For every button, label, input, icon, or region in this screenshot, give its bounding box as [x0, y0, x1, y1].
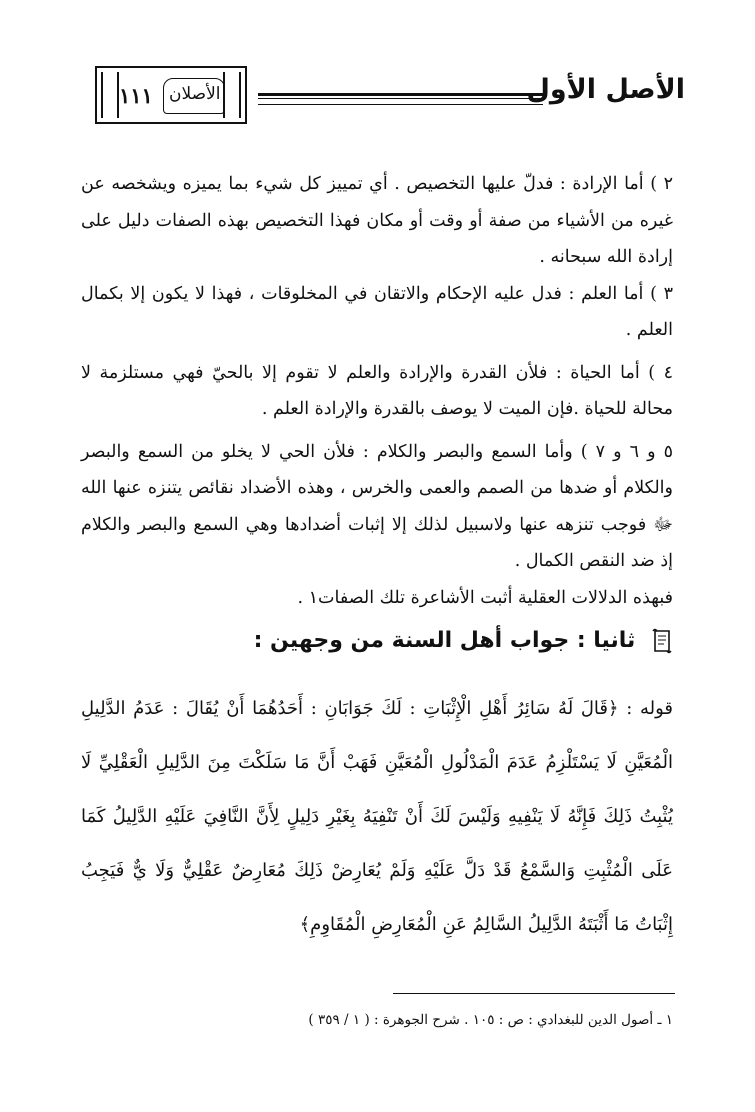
quoted-passage [81, 682, 673, 952]
page-number: ١١١ [119, 83, 153, 108]
paragraph-hearing-sight-speech: ٥ و ٦ و ٧ ) وأما السمع والبصر والكلام : فلأن الحي لا يخلو من السمع والبصر والكلام أو ضدها من الصمم والعمى والخرس ، وهذه الأضداد نقائص يتنزه عنها الله ﷻ فوجب تنزهه عنها ولاسبيل لذلك إلا إثبات أضدادها وهي السمع والبصر والكلام إذ ضد النقص الكمال . [81, 441, 674, 571]
scroll-icon [651, 628, 673, 654]
page-header [95, 66, 685, 126]
section-heading [81, 628, 673, 654]
footnote: ١ ـ أصول الدين للبغدادي : ص : ١٠٥ . شرح الجوهرة : ( ١ / ٣٥٩ ) [308, 1012, 673, 1028]
footnote-divider [393, 993, 675, 994]
paragraph-knowledge: ٣ ) أما العلم : فدل عليه الإحكام والاتقان في المخلوقات ، فهذا لا يكون إلا بكمال العلم . [81, 283, 673, 340]
section-title-text: ثانيا : جواب أهل السنة من وجهين : [253, 628, 636, 653]
chapter-title: الأصل الأول [526, 74, 685, 105]
paragraph-conclusion: فبهذه الدلالات العقلية أثبت الأشاعرة تلك الصفات١ . [297, 587, 673, 608]
header-rule [258, 93, 543, 105]
quote-paragraph: قوله : ﴿قَالَ لَهُ سَائِرُ أَهْلِ الْإِثْبَاتِ : لَكَ جَوَابَانِ : أَحَدُهُمَا أَنْ يُقَالَ : عَدَمُ الدَّلِيلِ الْمُعَيَّنِ لَا يَسْتَلْزِمُ عَدَمَ الْمَدْلُولِ الْمُعَيَّنِ فَهَبْ أَنَّ مَا سَلَكْتَ مِنَ الدَّلِيلِ الْعَقْلِيِّ لَا يُثْبِتُ ذَلِكَ فَإِنَّهُ لَا يَنْفِيهِ وَلَيْسَ لَكَ أَنْ تَنْفِيَهُ بِغَيْرِ دَلِيلٍ لِأَنَّ النَّافِيَ عَلَيْهِ الدَّلِيلُ كَمَا عَلَى الْمُثْبِتِ وَالسَّمْعُ قَدْ دَلَّ عَلَيْهِ وَلَمْ يُعَارِضْ ذَلِكَ مُعَارِضٌ عَقْلِيٌّ وَلَا يٌّ فَيَجِبُ إِثْبَاتُ مَا أَثْبَتَهُ الدَّلِيلُ السَّالِمُ عَنِ الْمُعَارِضِ الْمُقَاوِمِ﴾ [81, 698, 673, 935]
paragraph-life: ٤ ) أما الحياة : فلأن القدرة والإرادة والعلم لا تقوم إلا بالحيّ فهي مستلزمة لا محالة للحياة .فإن الميت لا يوصف بالقدرة والإرادة العلم . [81, 362, 673, 419]
paragraph-will: ٢ ) أما الإرادة : فدلّ عليها التخصيص . أي تمييز كل شيء بما يميزه ويشخصه عن غيره من الأشياء من صفة أو وقت أو مكان فهذا التخصيص بهذه الصفات دليل على إرادة الله سبحانه . [81, 174, 673, 267]
book-frame-ornament [95, 66, 247, 124]
body-text [81, 166, 673, 616]
book-label: الأصلان [169, 84, 221, 104]
